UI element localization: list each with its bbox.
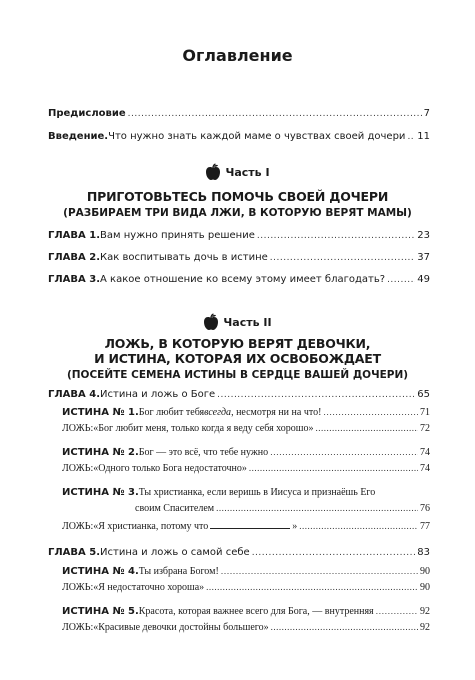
dot-leader — [206, 582, 418, 592]
entry-label: ИСТИНА № 1. — [62, 407, 139, 418]
toc-entry-lie-1 — [62, 423, 430, 434]
dot-leader — [323, 407, 418, 417]
entry-text-emphasis: всегда — [204, 407, 232, 418]
page-number: 77 — [420, 521, 430, 532]
toc-entry-chapter-1 — [48, 230, 430, 241]
toc-entry-chapter-5 — [48, 547, 430, 558]
page-number: 71 — [420, 407, 430, 418]
toc-entry-lie-4 — [62, 582, 430, 593]
page-number: 90 — [420, 582, 430, 593]
part-1-subtitle: (РАЗБИРАЕМ ТРИ ВИДА ЛЖИ, В КОТОРУЮ ВЕРЯТ МАМЫ) — [63, 207, 412, 219]
entry-text: А какое отношение ко всему этому имеет благодать? — [100, 274, 386, 285]
entry-text: «Одного только Бога недостаточно» — [93, 463, 247, 474]
entry-text: Ты христианка, если веришь в Иисуса и признаёшь Его — [138, 487, 376, 498]
entry-label: ГЛАВА 5. — [48, 547, 101, 558]
entry-label: ИСТИНА № 5. — [62, 606, 139, 617]
part-label: Часть II — [223, 315, 272, 329]
toc-entry-chapter-4 — [48, 389, 430, 400]
entry-text: своим Спасителем — [135, 503, 215, 514]
toc-entry-preface — [48, 108, 430, 119]
apple-icon — [203, 313, 219, 331]
page-number: 65 — [417, 389, 430, 400]
part-2-subtitle: (ПОСЕЙТЕ СЕМЕНА ИСТИНЫ В СЕРДЦЕ ВАШЕЙ ДОЧЕРИ) — [66, 369, 409, 381]
entry-label: ЛОЖЬ: — [62, 423, 94, 434]
toc-entry-chapter-3 — [48, 274, 430, 285]
entry-text: «Красивые девочки достойны большего» — [93, 622, 269, 633]
entry-label: ЛОЖЬ: — [62, 521, 94, 532]
page-number: 92 — [420, 622, 430, 633]
toc-entry-truth-2 — [62, 447, 430, 458]
page-number: 37 — [417, 252, 430, 263]
entry-label: ЛОЖЬ: — [62, 622, 94, 633]
entry-label: ЛОЖЬ: — [62, 463, 94, 474]
page-number: 74 — [420, 463, 430, 474]
page-number: 49 — [417, 274, 430, 285]
dot-leader — [387, 275, 415, 285]
entry-label: ИСТИНА № 4. — [62, 566, 139, 577]
entry-label: ГЛАВА 2. — [48, 252, 101, 263]
entry-text: «Я недостаточно хороша» — [93, 582, 205, 593]
toc-entry-lie-3 — [62, 519, 430, 532]
part-2-title-line-2: И ИСТИНА, КОТОРАЯ ИХ ОСВОБОЖДАЕТ — [94, 351, 381, 366]
entry-text: Как воспитывать дочь в истине — [100, 252, 268, 263]
dot-leader — [216, 503, 418, 513]
page-number: 92 — [420, 606, 430, 617]
entry-text: » — [292, 521, 298, 532]
part-1-heading — [0, 163, 475, 181]
entry-text: Бог любит тебя — [138, 407, 205, 418]
dot-leader — [315, 423, 418, 433]
dot-leader — [376, 606, 418, 616]
entry-text: Истина и ложь о Боге — [100, 389, 216, 400]
page-number: 74 — [420, 447, 430, 458]
page-number: 90 — [420, 566, 430, 577]
entry-text: «Бог любит меня, только когда я веду себя хорошо» — [93, 423, 314, 434]
entry-label: Введение. — [48, 131, 109, 142]
toc-entry-truth-5 — [62, 606, 430, 617]
fill-in-blank — [210, 519, 290, 529]
entry-label: ИСТИНА № 3. — [62, 487, 139, 498]
part-2-title-line-1: ЛОЖЬ, В КОТОРУЮ ВЕРЯТ ДЕВОЧКИ, — [104, 336, 371, 351]
toc-entry-truth-1 — [62, 407, 430, 418]
toc-entry-truth-4 — [62, 566, 430, 577]
entry-label: ИСТИНА № 2. — [62, 447, 139, 458]
toc-entry-truth-3-continued — [135, 503, 430, 514]
toc-entry-truth-3 — [62, 487, 430, 498]
dot-leader — [270, 253, 416, 263]
page-number: 72 — [420, 423, 430, 434]
dot-leader — [252, 548, 416, 558]
toc-entry-chapter-2 — [48, 252, 430, 263]
entry-label: ГЛАВА 1. — [48, 230, 101, 241]
page-number: 11 — [417, 131, 430, 142]
entry-text: Истина и ложь о самой себе — [100, 547, 250, 558]
entry-text: Красота, которая важнее всего для Бога, — внутренняя — [138, 606, 374, 617]
dot-leader — [299, 521, 418, 531]
part-1-title: ПРИГОТОВЬТЕСЬ ПОМОЧЬ СВОЕЙ ДОЧЕРИ — [86, 189, 389, 204]
page-title: Оглавление — [182, 46, 293, 65]
dot-leader — [217, 390, 415, 400]
toc-entry-introduction — [48, 131, 430, 142]
apple-icon — [205, 163, 221, 181]
entry-label: ЛОЖЬ: — [62, 582, 94, 593]
entry-text: Что нужно знать каждой маме о чувствах своей дочери — [108, 131, 406, 142]
page-number: 7 — [423, 108, 430, 119]
entry-label: ГЛАВА 3. — [48, 274, 101, 285]
dot-leader — [270, 447, 418, 457]
page-number: 76 — [420, 503, 430, 514]
toc-entry-lie-5 — [62, 622, 430, 633]
dot-leader — [221, 566, 418, 576]
entry-text: Ты избрана Богом! — [138, 566, 219, 577]
dot-leader — [407, 132, 415, 142]
entry-label: Предисловие — [48, 108, 126, 119]
dot-leader — [257, 231, 415, 241]
dot-leader — [271, 622, 418, 632]
dot-leader — [249, 463, 418, 473]
entry-text: «Я христианка, потому что — [93, 521, 209, 532]
entry-label: ГЛАВА 4. — [48, 389, 101, 400]
dot-leader — [128, 109, 422, 119]
page-number: 23 — [417, 230, 430, 241]
entry-text: Вам нужно принять решение — [100, 230, 255, 241]
page-number: 83 — [417, 547, 430, 558]
entry-text: Бог — это всё, что тебе нужно — [138, 447, 269, 458]
part-label: Часть I — [225, 165, 270, 179]
part-2-heading — [0, 313, 475, 331]
entry-text: , несмотря ни на что! — [231, 407, 322, 418]
toc-entry-lie-2 — [62, 463, 430, 474]
